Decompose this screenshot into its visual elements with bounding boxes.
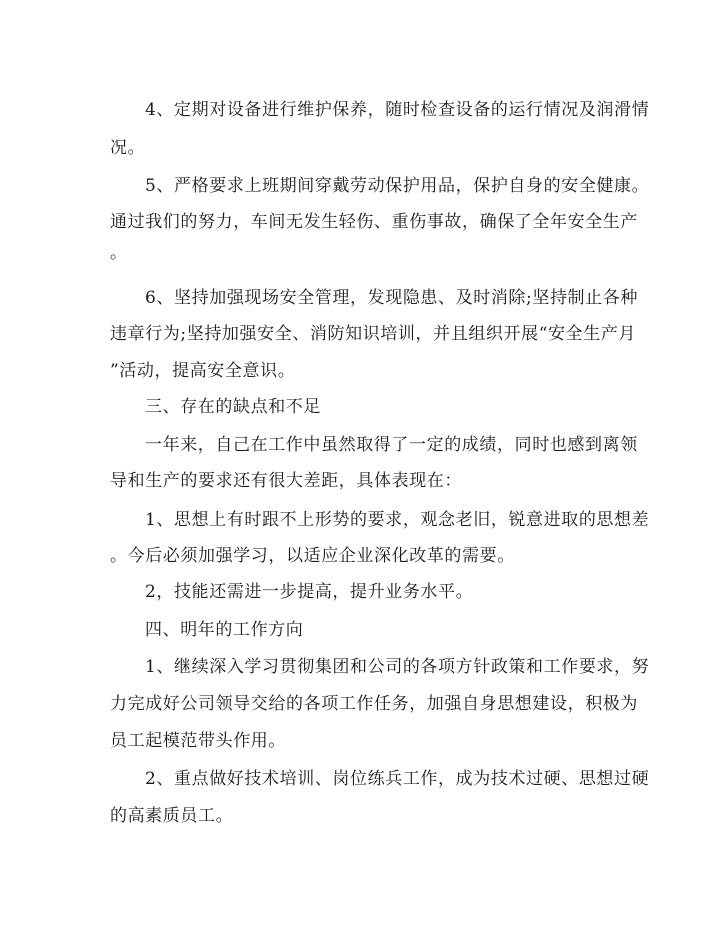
text-line: 。: [110, 243, 128, 263]
text-line: 2，技能还需进一步提高，提升业务水平。: [145, 582, 474, 602]
text-line: ”活动，提高安全意识。: [110, 361, 296, 381]
text-line: 况。: [110, 138, 146, 158]
section-heading: 三、存在的缺点和不足: [145, 397, 321, 417]
text-line: 。今后必须加强学习，以适应企业深化改革的需要。: [110, 546, 515, 566]
text-line: 通过我们的努力，车间无发生轻伤、重伤事故，确保了全年安全生产: [110, 212, 638, 232]
text-line: 1、思想上有时跟不上形势的要求，观念老旧，锐意进取的思想差: [145, 510, 650, 530]
section-heading: 四、明年的工作方向: [145, 620, 304, 640]
text-line: 6、坚持加强现场安全管理，发现隐患、及时消除;坚持制止各种: [145, 288, 638, 308]
text-line: 导和生产的要求还有很大差距，具体表现在：: [110, 471, 462, 491]
text-line: 1、继续深入学习贯彻集团和公司的各项方针政策和工作要求，努: [145, 657, 650, 677]
text-line: 力完成好公司领导交给的各项工作任务，加强自身思想建设，积极为: [110, 694, 638, 714]
text-line: 违章行为;坚持加强安全、消防知识培训，并且组织开展“安全生产月: [110, 324, 637, 344]
text-line: 的高素质员工。: [110, 806, 234, 826]
text-line: 员工起模范带头作用。: [110, 731, 286, 751]
text-line: 5、严格要求上班期间穿戴劳动保护用品，保护自身的安全健康。: [145, 176, 650, 196]
text-line: 4、定期对设备进行维护保养，随时检查设备的运行情况及润滑情: [145, 100, 650, 120]
text-line: 一年来，自己在工作中虽然取得了一定的成绩，同时也感到离领: [145, 435, 638, 455]
text-line: 2、重点做好技术培训、岗位练兵工作，成为技术过硬、思想过硬: [145, 769, 650, 789]
